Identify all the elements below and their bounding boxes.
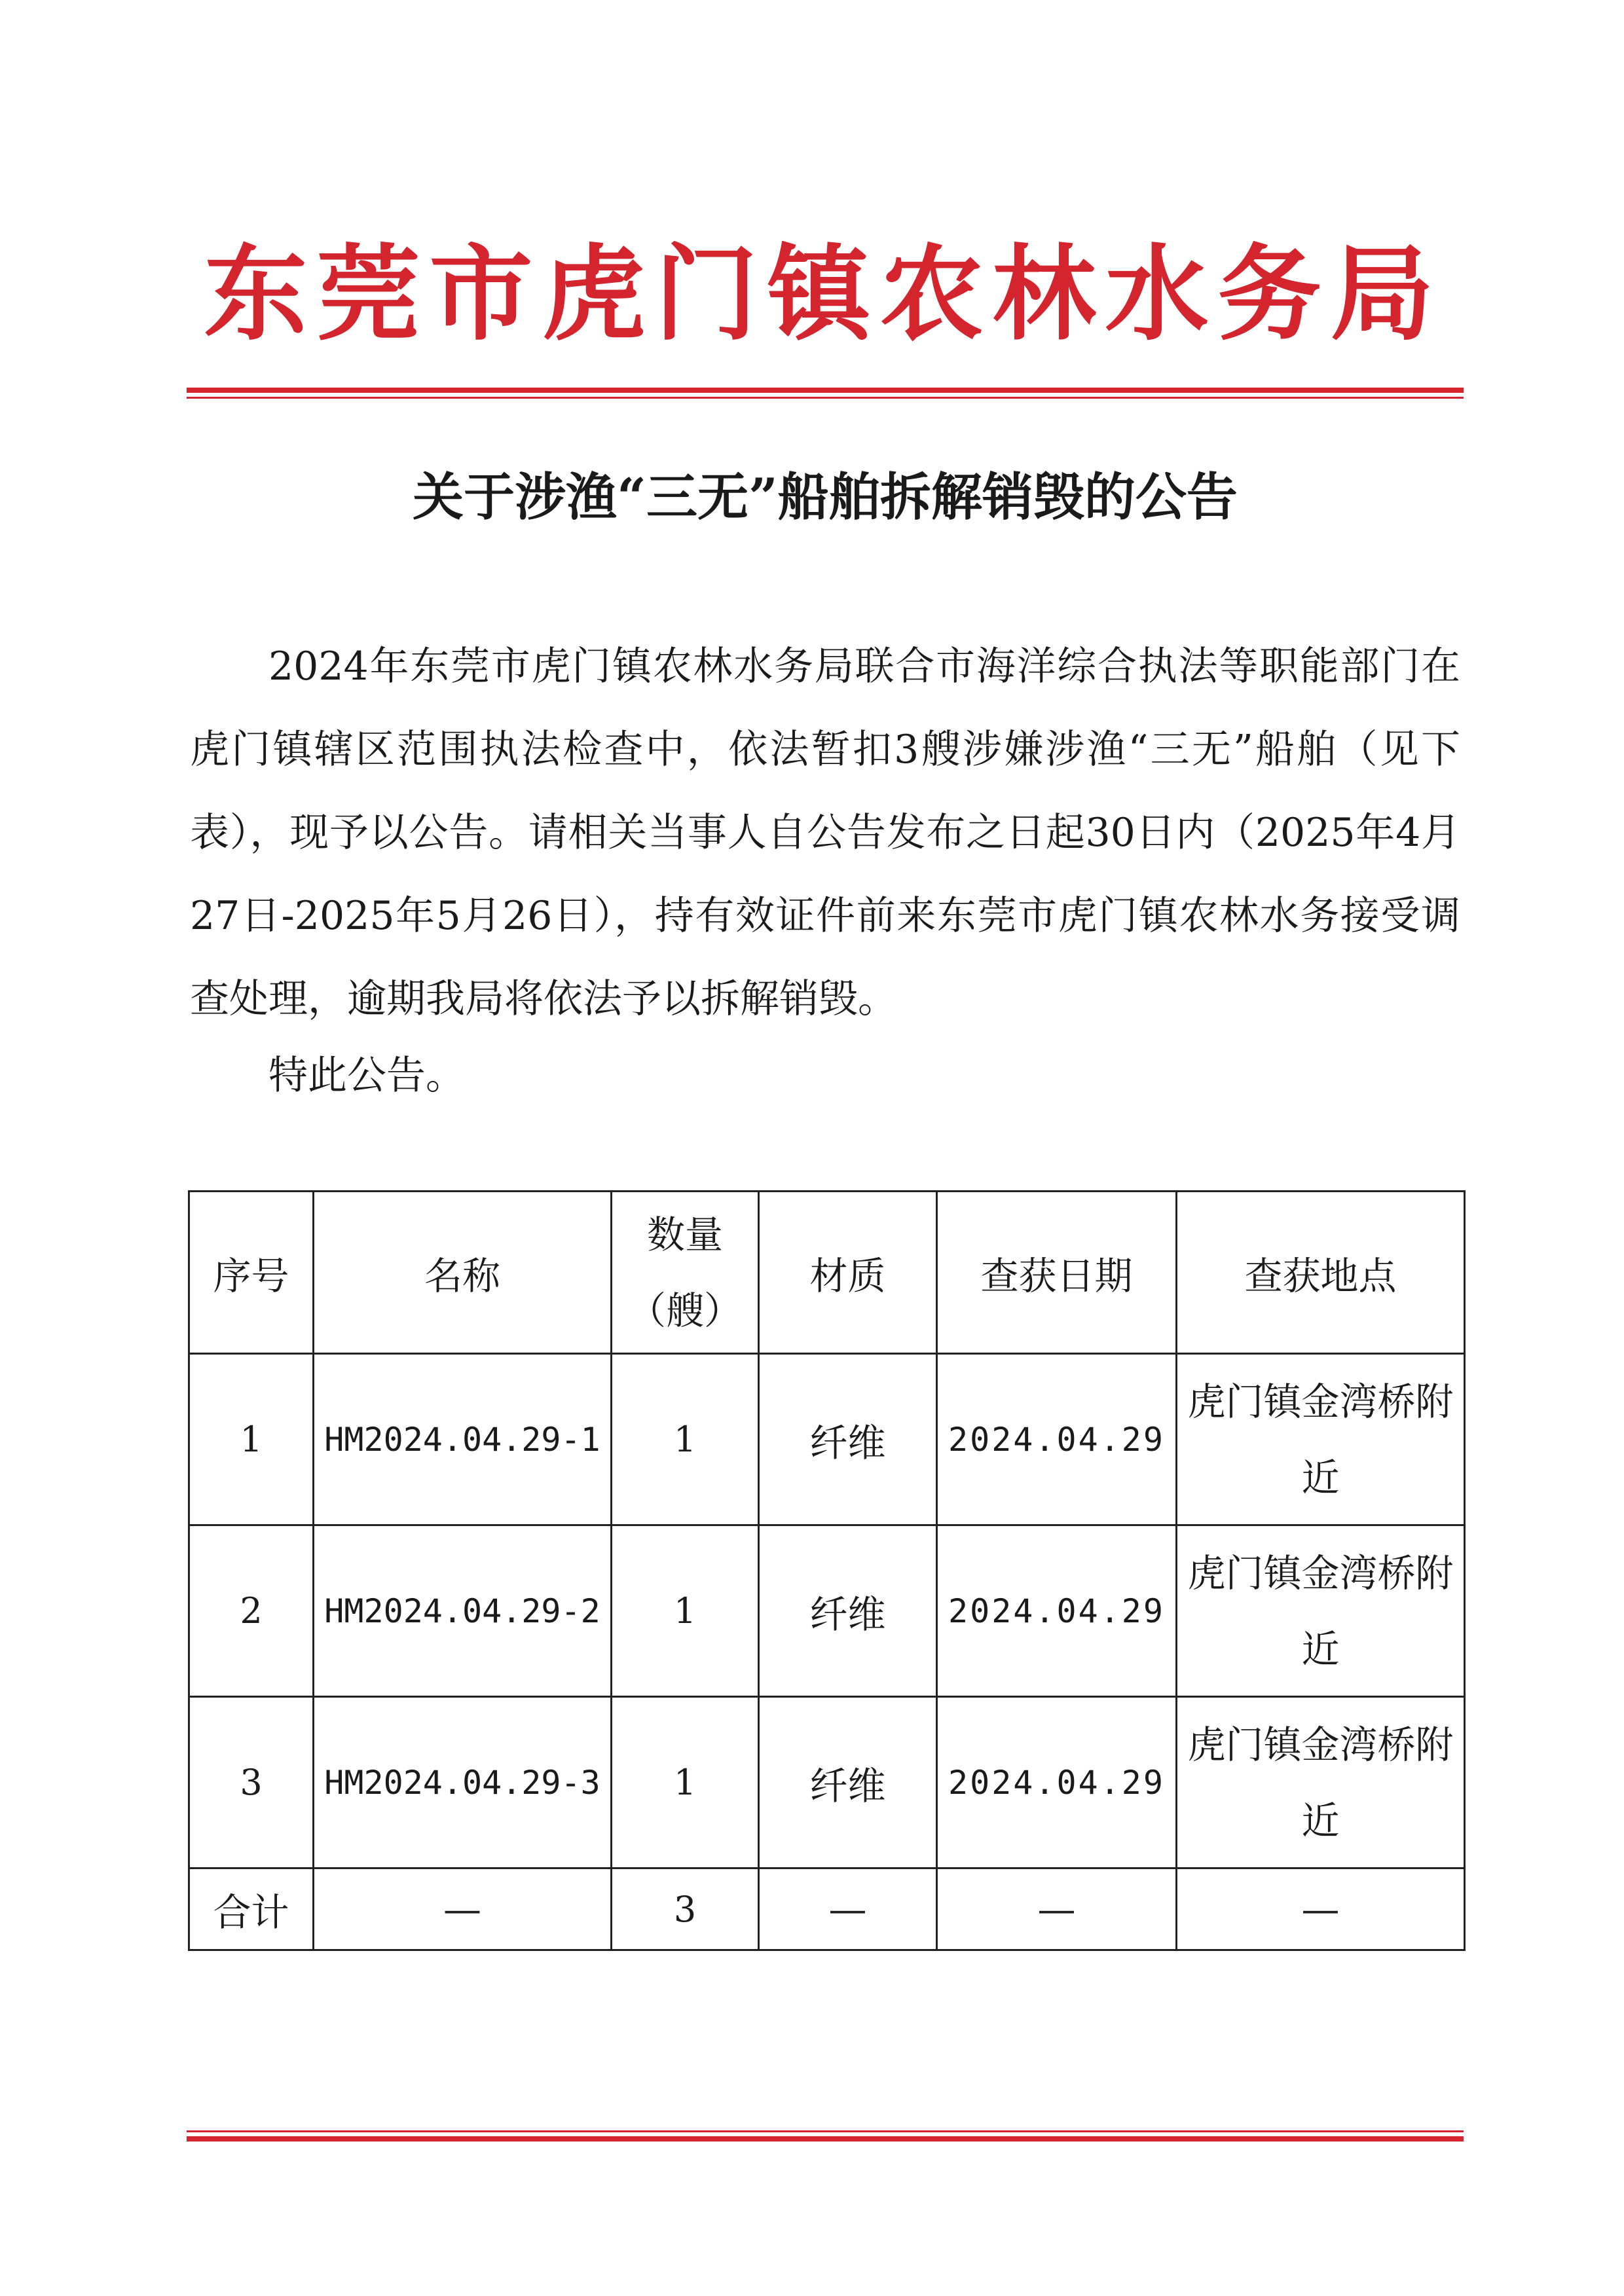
- header-name: 名称: [314, 1192, 612, 1354]
- row-material: 纤维: [759, 1354, 937, 1525]
- header-quantity-line2: （艘）: [627, 1288, 742, 1333]
- header-quantity: [612, 1192, 759, 1354]
- total-name: —: [314, 1868, 612, 1950]
- row-location: 虎门镇金湾桥附近: [1177, 1697, 1465, 1868]
- table-row: [189, 1525, 1465, 1697]
- row-seq: 1: [189, 1354, 314, 1525]
- table-header-row: [189, 1192, 1465, 1354]
- row-material: 纤维: [759, 1525, 937, 1697]
- row-vessel-name: HM2024.04.29-2: [314, 1525, 612, 1697]
- total-label: 合计: [189, 1868, 314, 1950]
- header-red-rule-thin: [187, 397, 1464, 399]
- row-vessel-name: HM2024.04.29-1: [314, 1354, 612, 1525]
- row-date: 2024.04.29: [937, 1697, 1177, 1868]
- row-seq: 2: [189, 1525, 314, 1697]
- footer-red-rule-thick: [187, 2136, 1464, 2141]
- header-quantity-line1: 数量: [646, 1212, 723, 1257]
- footer-red-rule-thin: [187, 2130, 1464, 2132]
- row-date: 2024.04.29: [937, 1354, 1177, 1525]
- row-quantity: 1: [612, 1354, 759, 1525]
- row-quantity: 1: [612, 1525, 759, 1697]
- header-material: 材质: [759, 1192, 937, 1354]
- header-date: 查获日期: [937, 1192, 1177, 1354]
- row-seq: 3: [189, 1697, 314, 1868]
- organization-header: 东莞市虎门镇农林水务局: [204, 234, 1443, 355]
- row-date: 2024.04.29: [937, 1525, 1177, 1697]
- row-material: 纤维: [759, 1697, 937, 1868]
- header-red-rule-thick: [187, 388, 1464, 393]
- document-closing: 特此公告。: [268, 1053, 465, 1099]
- row-location: 虎门镇金湾桥附近: [1177, 1525, 1465, 1697]
- header-seq: 序号: [189, 1192, 314, 1354]
- header-location: 查获地点: [1177, 1192, 1465, 1354]
- document-title: 关于涉渔“三无”船舶拆解销毁的公告: [413, 467, 1238, 527]
- row-location: 虎门镇金湾桥附近: [1177, 1354, 1465, 1525]
- total-location: —: [1177, 1868, 1465, 1950]
- seized-vessels-table: [188, 1190, 1466, 1951]
- total-quantity: 3: [612, 1868, 759, 1950]
- table-row: [189, 1697, 1465, 1868]
- table-total-row: [189, 1868, 1465, 1950]
- total-material: —: [759, 1868, 937, 1950]
- row-quantity: 1: [612, 1697, 759, 1868]
- row-vessel-name: HM2024.04.29-3: [314, 1697, 612, 1868]
- document-body-paragraph: 2024年东莞市虎门镇农林水务局联合市海洋综合执法等职能部门在虎门镇辖区范围执法检查中，依法暂扣3艘涉嫌涉渔“三无”船舶（见下表），现予以公告。请相关当事人自公告发布之日起30日内（2025年4月27日-2025年5月26日），持有效证件前来东莞市虎门镇农林水务接受调查处理，逾期我局将依法予以拆解销毁。: [190, 644, 1460, 1022]
- table-row: [189, 1354, 1465, 1525]
- total-date: —: [937, 1868, 1177, 1950]
